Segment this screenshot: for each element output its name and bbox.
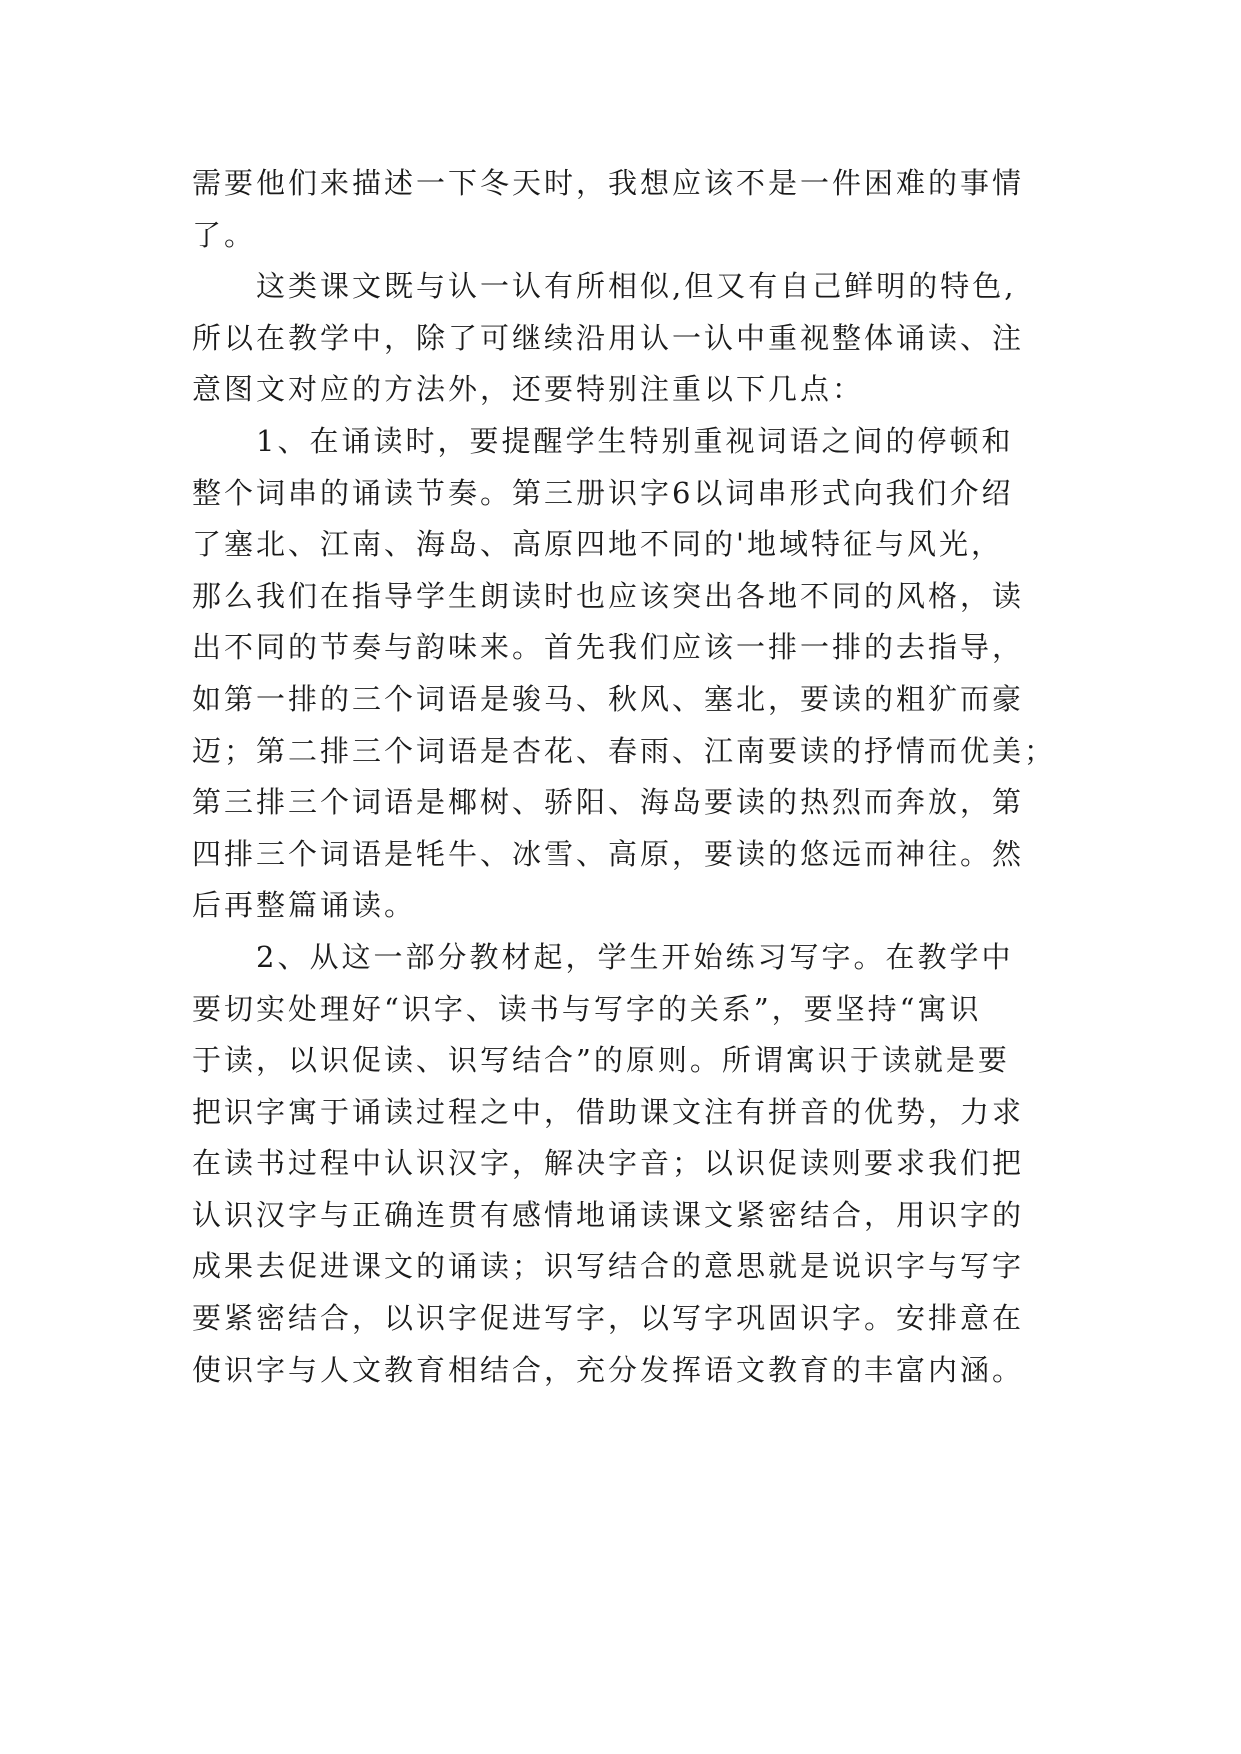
text-line: 1、在诵读时，要提醒学生特别重视词语之间的停顿和 — [256, 423, 1014, 458]
text-line: 要紧密结合，以识字促进写字，以写字巩固识字。安排意在 — [192, 1301, 1025, 1336]
text-line: 于读，以识促读、识写结合”的原则。所谓寓识于读就是要 — [192, 1043, 1010, 1078]
text-line: 后再整篇诵读。 — [192, 888, 417, 923]
text-line: 认识汉字与正确连贯有感情地诵读课文紧密结合，用识字的 — [192, 1197, 1025, 1232]
text-line: 如第一排的三个词语是骏马、秋风、塞北，要读的粗犷而豪 — [192, 681, 1025, 716]
text-line: 需要他们来描述一下冬天时，我想应该不是一件困难的事情 — [192, 166, 1025, 200]
text-line: 了塞北、江南、海岛、高原四地不同的'地域特征与风光， — [192, 527, 1003, 562]
text-line: 出不同的节奏与韵味来。首先我们应该一排一排的去指导， — [192, 630, 1025, 665]
text-line: 2、从这一部分教材起，学生开始练习写字。在教学中 — [256, 939, 1014, 974]
text-line: 整个词串的诵读节奏。第三册识字6以词串形式向我们介绍 — [192, 475, 1014, 510]
text-line: 这类课文既与认一认有所相似,但又有自己鲜明的特色, — [256, 269, 1017, 304]
text-line: 那么我们在指导学生朗读时也应该突出各地不同的风格，读 — [192, 578, 1025, 613]
document-body — [192, 158, 1072, 1396]
text-line: 在读书过程中认识汉字，解决字音；以识促读则要求我们把 — [192, 1146, 1025, 1181]
text-line: 四排三个词语是牦牛、冰雪、高原，要读的悠远而神往。然 — [192, 836, 1025, 871]
text-line: 了。 — [192, 217, 257, 252]
text-line: 使识字与人文教育相结合，充分发挥语文教育的丰富内涵。 — [192, 1352, 1025, 1387]
text-line: 所以在教学中，除了可继续沿用认一认中重视整体诵读、注 — [192, 320, 1025, 355]
text-line: 迈；第二排三个词语是杏花、春雨、江南要读的抒情而优美； — [192, 733, 1057, 768]
text-line: 意图文对应的方法外，还要特别注重以下几点： — [192, 372, 865, 407]
text-line: 成果去促进课文的诵读；识写结合的意思就是说识字与写字 — [192, 1249, 1025, 1284]
text-line: 把识字寓于诵读过程之中，借助课文注有拼音的优势，力求 — [192, 1094, 1025, 1129]
text-line: 要切实处理好“识字、读书与写字的关系”，要坚持“寓识 — [192, 991, 982, 1026]
text-line: 第三排三个词语是椰树、骄阳、海岛要读的热烈而奔放，第 — [192, 785, 1025, 820]
